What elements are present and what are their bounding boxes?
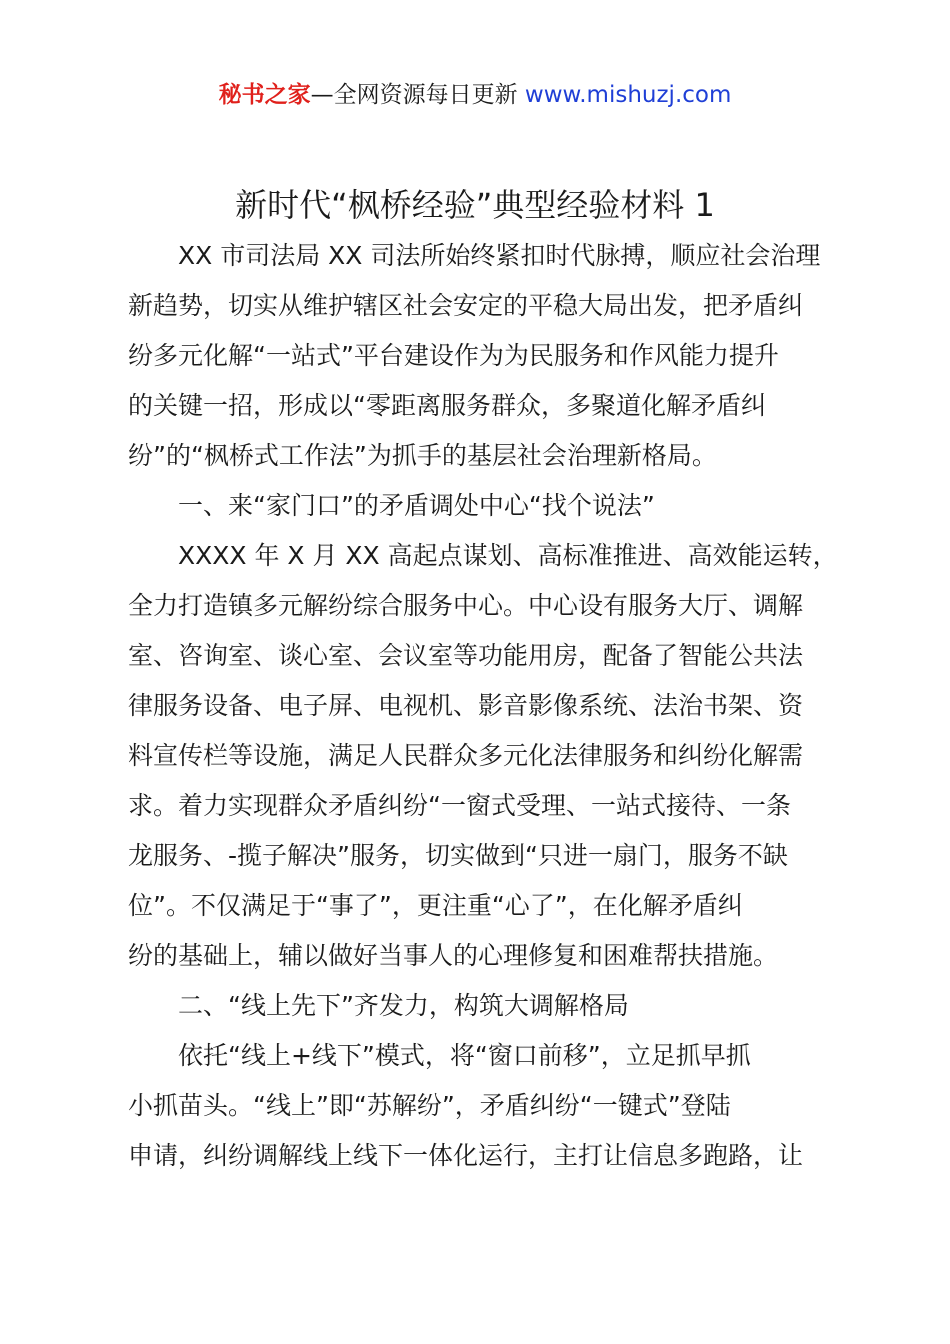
paragraph-line: 求。着力实现群众矛盾纠纷“一窗式受理、一站式接待、一条: [128, 791, 791, 820]
document-body: [128, 231, 858, 1181]
paragraph-line: 依托“线上+线下”模式，将“窗口前移”，立足抓早抓: [178, 1041, 751, 1070]
paragraph-line: 的关键一招，形成以“零距离服务群众，多聚道化解矛盾纠: [128, 391, 766, 420]
paragraph-line: 纷”的“枫桥式工作法”为抓手的基层社会治理新格局。: [128, 441, 717, 470]
paragraph-line: 全力打造镇多元解纷综合服务中心。中心设有服务大厅、调解: [128, 591, 804, 620]
site-header: [0, 78, 950, 112]
paragraph-line: 位”。不仅满足于“事了”，更注重“心了”，在化解矛盾纠: [128, 891, 743, 920]
paragraph-line: 龙服务、-揽子解决”服务，切实做到“只进一扇门，服务不缺: [128, 841, 788, 870]
paragraph-line: 新趋势，切实从维护辖区社会安定的平稳大局出发，把矛盾纠: [128, 291, 804, 320]
site-url-link[interactable]: www.mishuzj.com: [524, 82, 732, 108]
paragraph-line: 小抓苗头。“线上”即“苏解纷”，矛盾纠纷“一键式”登陆: [128, 1091, 731, 1120]
paragraph-line: XXXX 年 X 月 XX 高起点谋划、高标准推进、高效能运转，: [178, 541, 838, 570]
paragraph-line: 律服务设备、电子屏、电视机、影音影像系统、法治书架、资: [128, 691, 804, 720]
header-tagline: —全网资源每日更新: [310, 82, 518, 108]
section-heading: 一、来“家门口”的矛盾调处中心“找个说法”: [178, 491, 655, 520]
paragraph-line: 料宣传栏等设施，满足人民群众多元化法律服务和纠纷化解需: [128, 741, 804, 770]
paragraph-line: 纷的基础上，辅以做好当事人的心理修复和困难帮扶措施。: [128, 941, 779, 970]
brand-name: 秘书之家: [218, 82, 311, 108]
paragraph-line: 室、咨询室、谈心室、会议室等功能用房，配备了智能公共法: [128, 641, 804, 670]
paragraph-line: 纷多元化解“一站式”平台建设作为为民服务和作风能力提升: [128, 341, 779, 370]
document-title: 新时代“枫桥经验”典型经验材料 1: [235, 186, 715, 224]
paragraph-line: 申请，纠纷调解线上线下一体化运行，主打让信息多跑路，让: [128, 1141, 804, 1170]
paragraph-line: XX 市司法局 XX 司法所始终紧扣时代脉搏，顺应社会治理: [178, 241, 821, 270]
section-heading: 二、“线上先下”齐发力，构筑大调解格局: [178, 991, 629, 1020]
